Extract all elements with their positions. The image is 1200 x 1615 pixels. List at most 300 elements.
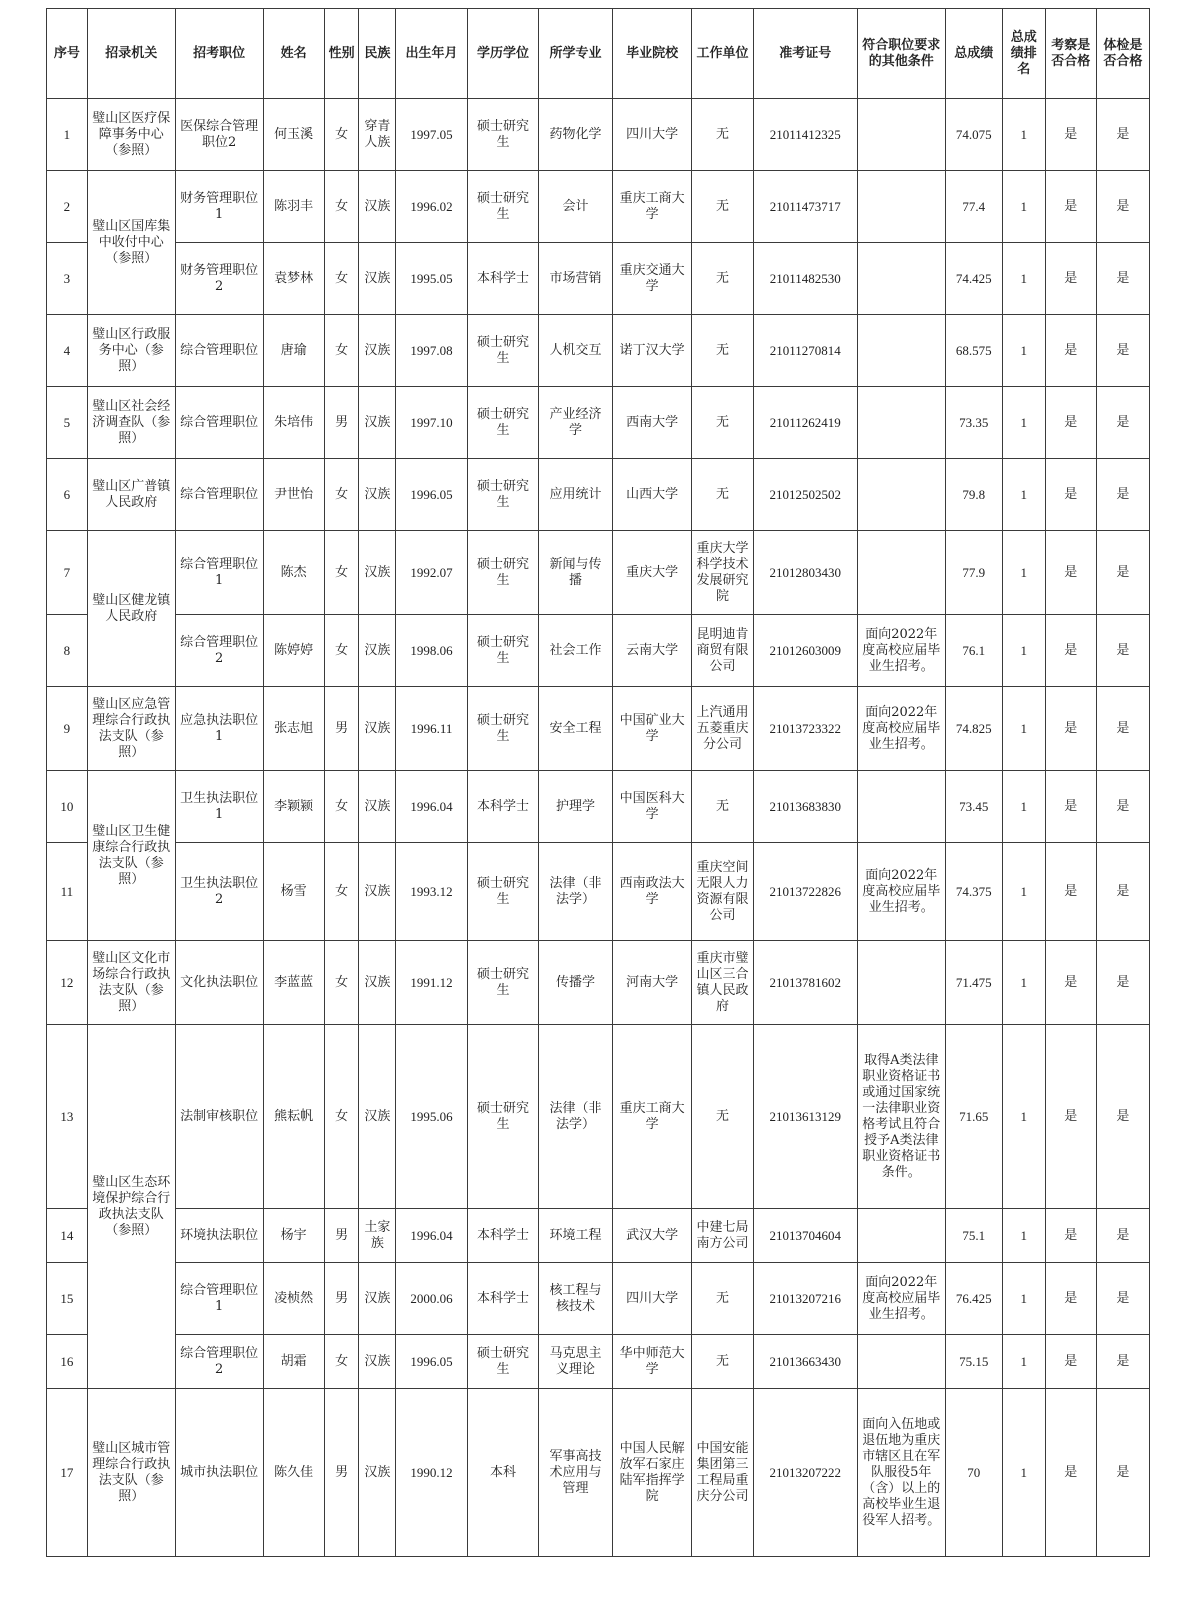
cell-degree: 硕士研究生 bbox=[467, 531, 538, 615]
cell-gender: 女 bbox=[324, 531, 359, 615]
cell-ethnicity: 汉族 bbox=[359, 1335, 396, 1389]
cell-other-conditions bbox=[857, 941, 945, 1025]
cell-position: 财务管理职位1 bbox=[175, 171, 263, 243]
cell-name: 袁梦林 bbox=[263, 243, 324, 315]
cell-score: 74.075 bbox=[945, 99, 1002, 171]
cell-name: 陈久佳 bbox=[263, 1389, 324, 1557]
cell-rank: 1 bbox=[1002, 1209, 1045, 1263]
cell-ethnicity: 汉族 bbox=[359, 771, 396, 843]
cell-no: 4 bbox=[47, 315, 88, 387]
cell-school: 中国人民解放军石家庄陆军指挥学院 bbox=[612, 1389, 692, 1557]
cell-ethnicity: 汉族 bbox=[359, 243, 396, 315]
cell-inspection: 是 bbox=[1045, 459, 1096, 531]
cell-school: 中国矿业大学 bbox=[612, 687, 692, 771]
col-header: 毕业院校 bbox=[612, 9, 692, 99]
cell-gender: 女 bbox=[324, 171, 359, 243]
cell-inspection: 是 bbox=[1045, 1389, 1096, 1557]
cell-no: 12 bbox=[47, 941, 88, 1025]
cell-name: 熊耘帆 bbox=[263, 1025, 324, 1209]
cell-major: 新闻与传播 bbox=[539, 531, 613, 615]
cell-work: 无 bbox=[692, 1335, 753, 1389]
cell-major: 法律（非法学） bbox=[539, 843, 613, 941]
cell-agency: 璧山区广普镇人民政府 bbox=[87, 459, 175, 531]
cell-work: 重庆市璧山区三合镇人民政府 bbox=[692, 941, 753, 1025]
table-row bbox=[47, 1025, 1150, 1209]
cell-ethnicity: 汉族 bbox=[359, 843, 396, 941]
cell-other-conditions: 面向2022年度高校应届毕业生招考。 bbox=[857, 615, 945, 687]
cell-rank: 1 bbox=[1002, 315, 1045, 387]
cell-school: 诺丁汉大学 bbox=[612, 315, 692, 387]
cell-inspection: 是 bbox=[1045, 771, 1096, 843]
cell-exam-id: 21012502502 bbox=[753, 459, 857, 531]
cell-ethnicity: 汉族 bbox=[359, 171, 396, 243]
cell-rank: 1 bbox=[1002, 1025, 1045, 1209]
cell-other-conditions bbox=[857, 171, 945, 243]
cell-no: 11 bbox=[47, 843, 88, 941]
cell-birth: 1996.11 bbox=[396, 687, 467, 771]
cell-physical: 是 bbox=[1096, 99, 1149, 171]
cell-rank: 1 bbox=[1002, 1335, 1045, 1389]
cell-work: 重庆大学科学技术发展研究院 bbox=[692, 531, 753, 615]
cell-rank: 1 bbox=[1002, 615, 1045, 687]
cell-inspection: 是 bbox=[1045, 99, 1096, 171]
cell-ethnicity: 汉族 bbox=[359, 687, 396, 771]
table-row bbox=[47, 387, 1150, 459]
table-row bbox=[47, 243, 1150, 315]
cell-work: 上汽通用五菱重庆分公司 bbox=[692, 687, 753, 771]
cell-other-conditions bbox=[857, 459, 945, 531]
cell-degree: 硕士研究生 bbox=[467, 843, 538, 941]
cell-no: 8 bbox=[47, 615, 88, 687]
cell-physical: 是 bbox=[1096, 171, 1149, 243]
cell-school: 河南大学 bbox=[612, 941, 692, 1025]
cell-no: 1 bbox=[47, 99, 88, 171]
cell-gender: 女 bbox=[324, 1335, 359, 1389]
cell-rank: 1 bbox=[1002, 843, 1045, 941]
cell-no: 14 bbox=[47, 1209, 88, 1263]
cell-no: 10 bbox=[47, 771, 88, 843]
cell-degree: 本科 bbox=[467, 1389, 538, 1557]
cell-major: 应用统计 bbox=[539, 459, 613, 531]
cell-ethnicity: 汉族 bbox=[359, 531, 396, 615]
cell-inspection: 是 bbox=[1045, 1209, 1096, 1263]
cell-score: 74.425 bbox=[945, 243, 1002, 315]
cell-work: 无 bbox=[692, 387, 753, 459]
cell-score: 73.35 bbox=[945, 387, 1002, 459]
cell-other-conditions bbox=[857, 531, 945, 615]
cell-work: 无 bbox=[692, 1263, 753, 1335]
col-header: 总成绩 bbox=[945, 9, 1002, 99]
cell-major: 法律（非法学） bbox=[539, 1025, 613, 1209]
cell-other-conditions bbox=[857, 1335, 945, 1389]
cell-inspection: 是 bbox=[1045, 1263, 1096, 1335]
cell-major: 传播学 bbox=[539, 941, 613, 1025]
cell-ethnicity: 汉族 bbox=[359, 615, 396, 687]
cell-work: 无 bbox=[692, 99, 753, 171]
cell-birth: 1996.04 bbox=[396, 771, 467, 843]
cell-physical: 是 bbox=[1096, 1335, 1149, 1389]
cell-inspection: 是 bbox=[1045, 171, 1096, 243]
cell-name: 唐瑜 bbox=[263, 315, 324, 387]
cell-name: 李颖颍 bbox=[263, 771, 324, 843]
cell-gender: 男 bbox=[324, 1389, 359, 1557]
cell-agency: 璧山区医疗保障事务中心（参照） bbox=[87, 99, 175, 171]
cell-name: 朱培伟 bbox=[263, 387, 324, 459]
cell-school: 山西大学 bbox=[612, 459, 692, 531]
cell-gender: 女 bbox=[324, 243, 359, 315]
cell-physical: 是 bbox=[1096, 615, 1149, 687]
cell-other-conditions: 取得A类法律职业资格证书或通过国家统一法律职业资格考试且符合授予A类法律职业资格证书条件。 bbox=[857, 1025, 945, 1209]
cell-ethnicity: 汉族 bbox=[359, 1025, 396, 1209]
cell-school: 云南大学 bbox=[612, 615, 692, 687]
cell-major: 会计 bbox=[539, 171, 613, 243]
cell-agency: 璧山区文化市场综合行政执法支队（参照） bbox=[87, 941, 175, 1025]
header-row bbox=[47, 9, 1150, 99]
cell-rank: 1 bbox=[1002, 941, 1045, 1025]
cell-exam-id: 21012803430 bbox=[753, 531, 857, 615]
cell-exam-id: 21013722826 bbox=[753, 843, 857, 941]
cell-school: 四川大学 bbox=[612, 1263, 692, 1335]
cell-score: 77.9 bbox=[945, 531, 1002, 615]
cell-birth: 1993.12 bbox=[396, 843, 467, 941]
cell-score: 76.425 bbox=[945, 1263, 1002, 1335]
cell-agency: 璧山区国库集中收付中心（参照） bbox=[87, 171, 175, 315]
col-header: 招录机关 bbox=[87, 9, 175, 99]
cell-major: 产业经济学 bbox=[539, 387, 613, 459]
cell-ethnicity: 穿青人族 bbox=[359, 99, 396, 171]
cell-position: 综合管理职位2 bbox=[175, 1335, 263, 1389]
col-header: 序号 bbox=[47, 9, 88, 99]
cell-score: 68.575 bbox=[945, 315, 1002, 387]
cell-position: 综合管理职位 bbox=[175, 459, 263, 531]
cell-agency: 璧山区生态环境保护综合行政执法支队（参照） bbox=[87, 1025, 175, 1389]
cell-other-conditions bbox=[857, 771, 945, 843]
cell-other-conditions bbox=[857, 99, 945, 171]
cell-other-conditions bbox=[857, 243, 945, 315]
cell-degree: 硕士研究生 bbox=[467, 1335, 538, 1389]
cell-name: 胡霜 bbox=[263, 1335, 324, 1389]
col-header: 总成绩排名 bbox=[1002, 9, 1045, 99]
cell-major: 马克思主义理论 bbox=[539, 1335, 613, 1389]
cell-gender: 男 bbox=[324, 1209, 359, 1263]
cell-other-conditions bbox=[857, 315, 945, 387]
cell-score: 75.1 bbox=[945, 1209, 1002, 1263]
cell-degree: 本科学士 bbox=[467, 243, 538, 315]
cell-ethnicity: 汉族 bbox=[359, 459, 396, 531]
cell-gender: 女 bbox=[324, 1025, 359, 1209]
cell-rank: 1 bbox=[1002, 531, 1045, 615]
cell-position: 城市执法职位 bbox=[175, 1389, 263, 1557]
cell-inspection: 是 bbox=[1045, 531, 1096, 615]
cell-name: 陈杰 bbox=[263, 531, 324, 615]
cell-name: 陈羽丰 bbox=[263, 171, 324, 243]
table-row bbox=[47, 687, 1150, 771]
cell-work: 无 bbox=[692, 243, 753, 315]
col-header: 符合职位要求的其他条件 bbox=[857, 9, 945, 99]
cell-work: 昆明迪肯商贸有限公司 bbox=[692, 615, 753, 687]
cell-birth: 1998.06 bbox=[396, 615, 467, 687]
cell-no: 2 bbox=[47, 171, 88, 243]
cell-gender: 男 bbox=[324, 687, 359, 771]
table-row bbox=[47, 99, 1150, 171]
cell-work: 无 bbox=[692, 459, 753, 531]
cell-position: 卫生执法职位2 bbox=[175, 843, 263, 941]
cell-degree: 硕士研究生 bbox=[467, 387, 538, 459]
cell-physical: 是 bbox=[1096, 387, 1149, 459]
cell-exam-id: 21011412325 bbox=[753, 99, 857, 171]
cell-other-conditions: 面向2022年度高校应届毕业生招考。 bbox=[857, 843, 945, 941]
cell-no: 16 bbox=[47, 1335, 88, 1389]
col-header: 工作单位 bbox=[692, 9, 753, 99]
cell-exam-id: 21013663430 bbox=[753, 1335, 857, 1389]
cell-gender: 男 bbox=[324, 387, 359, 459]
cell-major: 社会工作 bbox=[539, 615, 613, 687]
cell-position: 综合管理职位 bbox=[175, 315, 263, 387]
cell-inspection: 是 bbox=[1045, 615, 1096, 687]
cell-rank: 1 bbox=[1002, 99, 1045, 171]
cell-physical: 是 bbox=[1096, 1263, 1149, 1335]
cell-work: 中国安能集团第三工程局重庆分公司 bbox=[692, 1389, 753, 1557]
cell-school: 西南大学 bbox=[612, 387, 692, 459]
cell-no: 17 bbox=[47, 1389, 88, 1557]
cell-physical: 是 bbox=[1096, 1389, 1149, 1557]
cell-rank: 1 bbox=[1002, 1263, 1045, 1335]
cell-degree: 硕士研究生 bbox=[467, 315, 538, 387]
cell-exam-id: 21013723322 bbox=[753, 687, 857, 771]
cell-no: 5 bbox=[47, 387, 88, 459]
cell-major: 环境工程 bbox=[539, 1209, 613, 1263]
cell-inspection: 是 bbox=[1045, 1025, 1096, 1209]
cell-score: 79.8 bbox=[945, 459, 1002, 531]
col-header: 性别 bbox=[324, 9, 359, 99]
cell-physical: 是 bbox=[1096, 315, 1149, 387]
col-header: 民族 bbox=[359, 9, 396, 99]
cell-no: 6 bbox=[47, 459, 88, 531]
cell-birth: 1996.02 bbox=[396, 171, 467, 243]
cell-exam-id: 21011270814 bbox=[753, 315, 857, 387]
cell-gender: 女 bbox=[324, 941, 359, 1025]
cell-major: 军事高技术应用与管理 bbox=[539, 1389, 613, 1557]
cell-position: 应急执法职位1 bbox=[175, 687, 263, 771]
cell-rank: 1 bbox=[1002, 459, 1045, 531]
cell-physical: 是 bbox=[1096, 531, 1149, 615]
col-header: 招考职位 bbox=[175, 9, 263, 99]
cell-inspection: 是 bbox=[1045, 687, 1096, 771]
cell-exam-id: 21011473717 bbox=[753, 171, 857, 243]
cell-exam-id: 21013704604 bbox=[753, 1209, 857, 1263]
table-row bbox=[47, 1335, 1150, 1389]
cell-degree: 硕士研究生 bbox=[467, 171, 538, 243]
col-header: 体检是否合格 bbox=[1096, 9, 1149, 99]
cell-birth: 1990.12 bbox=[396, 1389, 467, 1557]
cell-degree: 本科学士 bbox=[467, 771, 538, 843]
cell-position: 环境执法职位 bbox=[175, 1209, 263, 1263]
cell-no: 7 bbox=[47, 531, 88, 615]
cell-gender: 女 bbox=[324, 99, 359, 171]
table-row bbox=[47, 531, 1150, 615]
col-header: 出生年月 bbox=[396, 9, 467, 99]
cell-agency: 璧山区城市管理综合行政执法支队（参照） bbox=[87, 1389, 175, 1557]
cell-score: 74.825 bbox=[945, 687, 1002, 771]
cell-physical: 是 bbox=[1096, 843, 1149, 941]
cell-gender: 男 bbox=[324, 1263, 359, 1335]
col-header: 学历学位 bbox=[467, 9, 538, 99]
table-row bbox=[47, 771, 1150, 843]
cell-work: 中建七局南方公司 bbox=[692, 1209, 753, 1263]
cell-name: 凌桢然 bbox=[263, 1263, 324, 1335]
cell-position: 综合管理职位1 bbox=[175, 531, 263, 615]
cell-birth: 1996.05 bbox=[396, 459, 467, 531]
cell-degree: 本科学士 bbox=[467, 1263, 538, 1335]
cell-score: 70 bbox=[945, 1389, 1002, 1557]
cell-major: 药物化学 bbox=[539, 99, 613, 171]
col-header: 准考证号 bbox=[753, 9, 857, 99]
cell-score: 71.475 bbox=[945, 941, 1002, 1025]
cell-birth: 1996.05 bbox=[396, 1335, 467, 1389]
cell-score: 76.1 bbox=[945, 615, 1002, 687]
cell-position: 综合管理职位1 bbox=[175, 1263, 263, 1335]
cell-exam-id: 21013613129 bbox=[753, 1025, 857, 1209]
cell-major: 人机交互 bbox=[539, 315, 613, 387]
cell-agency: 璧山区社会经济调查队（参照） bbox=[87, 387, 175, 459]
cell-degree: 本科学士 bbox=[467, 1209, 538, 1263]
cell-agency: 璧山区行政服务中心（参照） bbox=[87, 315, 175, 387]
cell-rank: 1 bbox=[1002, 387, 1045, 459]
cell-no: 13 bbox=[47, 1025, 88, 1209]
cell-ethnicity: 汉族 bbox=[359, 1389, 396, 1557]
cell-degree: 硕士研究生 bbox=[467, 687, 538, 771]
cell-gender: 女 bbox=[324, 615, 359, 687]
cell-school: 重庆大学 bbox=[612, 531, 692, 615]
cell-inspection: 是 bbox=[1045, 941, 1096, 1025]
cell-physical: 是 bbox=[1096, 1209, 1149, 1263]
cell-rank: 1 bbox=[1002, 171, 1045, 243]
col-header: 所学专业 bbox=[539, 9, 613, 99]
cell-exam-id: 21013207222 bbox=[753, 1389, 857, 1557]
cell-ethnicity: 汉族 bbox=[359, 1263, 396, 1335]
cell-other-conditions bbox=[857, 387, 945, 459]
cell-school: 华中师范大学 bbox=[612, 1335, 692, 1389]
cell-inspection: 是 bbox=[1045, 843, 1096, 941]
cell-position: 综合管理职位 bbox=[175, 387, 263, 459]
cell-degree: 硕士研究生 bbox=[467, 459, 538, 531]
cell-name: 杨雪 bbox=[263, 843, 324, 941]
cell-birth: 1997.10 bbox=[396, 387, 467, 459]
cell-degree: 硕士研究生 bbox=[467, 99, 538, 171]
cell-physical: 是 bbox=[1096, 459, 1149, 531]
cell-position: 医保综合管理职位2 bbox=[175, 99, 263, 171]
results-table bbox=[46, 8, 1150, 1557]
cell-other-conditions bbox=[857, 1209, 945, 1263]
cell-birth: 1992.07 bbox=[396, 531, 467, 615]
cell-name: 尹世怡 bbox=[263, 459, 324, 531]
cell-school: 中国医科大学 bbox=[612, 771, 692, 843]
cell-birth: 1996.04 bbox=[396, 1209, 467, 1263]
cell-physical: 是 bbox=[1096, 687, 1149, 771]
cell-agency: 璧山区健龙镇人民政府 bbox=[87, 531, 175, 687]
cell-agency: 璧山区卫生健康综合行政执法支队（参照） bbox=[87, 771, 175, 941]
cell-major: 核工程与核技术 bbox=[539, 1263, 613, 1335]
cell-school: 西南政法大学 bbox=[612, 843, 692, 941]
cell-rank: 1 bbox=[1002, 771, 1045, 843]
cell-gender: 女 bbox=[324, 315, 359, 387]
cell-other-conditions: 面向2022年度高校应届毕业生招考。 bbox=[857, 1263, 945, 1335]
cell-exam-id: 21013207216 bbox=[753, 1263, 857, 1335]
cell-birth: 1991.12 bbox=[396, 941, 467, 1025]
cell-position: 财务管理职位2 bbox=[175, 243, 263, 315]
table-row bbox=[47, 843, 1150, 941]
cell-school: 武汉大学 bbox=[612, 1209, 692, 1263]
cell-major: 护理学 bbox=[539, 771, 613, 843]
cell-ethnicity: 土家族 bbox=[359, 1209, 396, 1263]
cell-rank: 1 bbox=[1002, 1389, 1045, 1557]
cell-position: 文化执法职位 bbox=[175, 941, 263, 1025]
cell-birth: 2000.06 bbox=[396, 1263, 467, 1335]
cell-birth: 1997.08 bbox=[396, 315, 467, 387]
cell-agency: 璧山区应急管理综合行政执法支队（参照） bbox=[87, 687, 175, 771]
cell-ethnicity: 汉族 bbox=[359, 315, 396, 387]
cell-no: 15 bbox=[47, 1263, 88, 1335]
cell-name: 何玉溪 bbox=[263, 99, 324, 171]
cell-inspection: 是 bbox=[1045, 387, 1096, 459]
cell-work: 无 bbox=[692, 315, 753, 387]
table-row bbox=[47, 941, 1150, 1025]
cell-school: 重庆工商大学 bbox=[612, 1025, 692, 1209]
cell-no: 3 bbox=[47, 243, 88, 315]
cell-physical: 是 bbox=[1096, 243, 1149, 315]
cell-rank: 1 bbox=[1002, 687, 1045, 771]
cell-score: 77.4 bbox=[945, 171, 1002, 243]
cell-ethnicity: 汉族 bbox=[359, 941, 396, 1025]
cell-position: 法制审核职位 bbox=[175, 1025, 263, 1209]
table-row bbox=[47, 615, 1150, 687]
cell-inspection: 是 bbox=[1045, 315, 1096, 387]
cell-name: 张志旭 bbox=[263, 687, 324, 771]
cell-school: 重庆工商大学 bbox=[612, 171, 692, 243]
cell-gender: 女 bbox=[324, 843, 359, 941]
cell-gender: 女 bbox=[324, 771, 359, 843]
cell-physical: 是 bbox=[1096, 941, 1149, 1025]
cell-physical: 是 bbox=[1096, 771, 1149, 843]
cell-score: 74.375 bbox=[945, 843, 1002, 941]
cell-school: 四川大学 bbox=[612, 99, 692, 171]
col-header: 考察是否合格 bbox=[1045, 9, 1096, 99]
cell-exam-id: 21013683830 bbox=[753, 771, 857, 843]
cell-degree: 硕士研究生 bbox=[467, 1025, 538, 1209]
table-row bbox=[47, 1389, 1150, 1557]
cell-work: 重庆空间无限人力资源有限公司 bbox=[692, 843, 753, 941]
cell-no: 9 bbox=[47, 687, 88, 771]
cell-degree: 硕士研究生 bbox=[467, 941, 538, 1025]
cell-exam-id: 21011262419 bbox=[753, 387, 857, 459]
cell-inspection: 是 bbox=[1045, 1335, 1096, 1389]
col-header: 姓名 bbox=[263, 9, 324, 99]
table-row bbox=[47, 315, 1150, 387]
cell-other-conditions: 面向2022年度高校应届毕业生招考。 bbox=[857, 687, 945, 771]
cell-position: 卫生执法职位1 bbox=[175, 771, 263, 843]
cell-position: 综合管理职位2 bbox=[175, 615, 263, 687]
table-row bbox=[47, 1263, 1150, 1335]
cell-name: 杨宇 bbox=[263, 1209, 324, 1263]
cell-work: 无 bbox=[692, 1025, 753, 1209]
cell-score: 71.65 bbox=[945, 1025, 1002, 1209]
cell-rank: 1 bbox=[1002, 243, 1045, 315]
cell-score: 73.45 bbox=[945, 771, 1002, 843]
cell-ethnicity: 汉族 bbox=[359, 387, 396, 459]
cell-exam-id: 21011482530 bbox=[753, 243, 857, 315]
cell-birth: 1997.05 bbox=[396, 99, 467, 171]
cell-exam-id: 21013781602 bbox=[753, 941, 857, 1025]
